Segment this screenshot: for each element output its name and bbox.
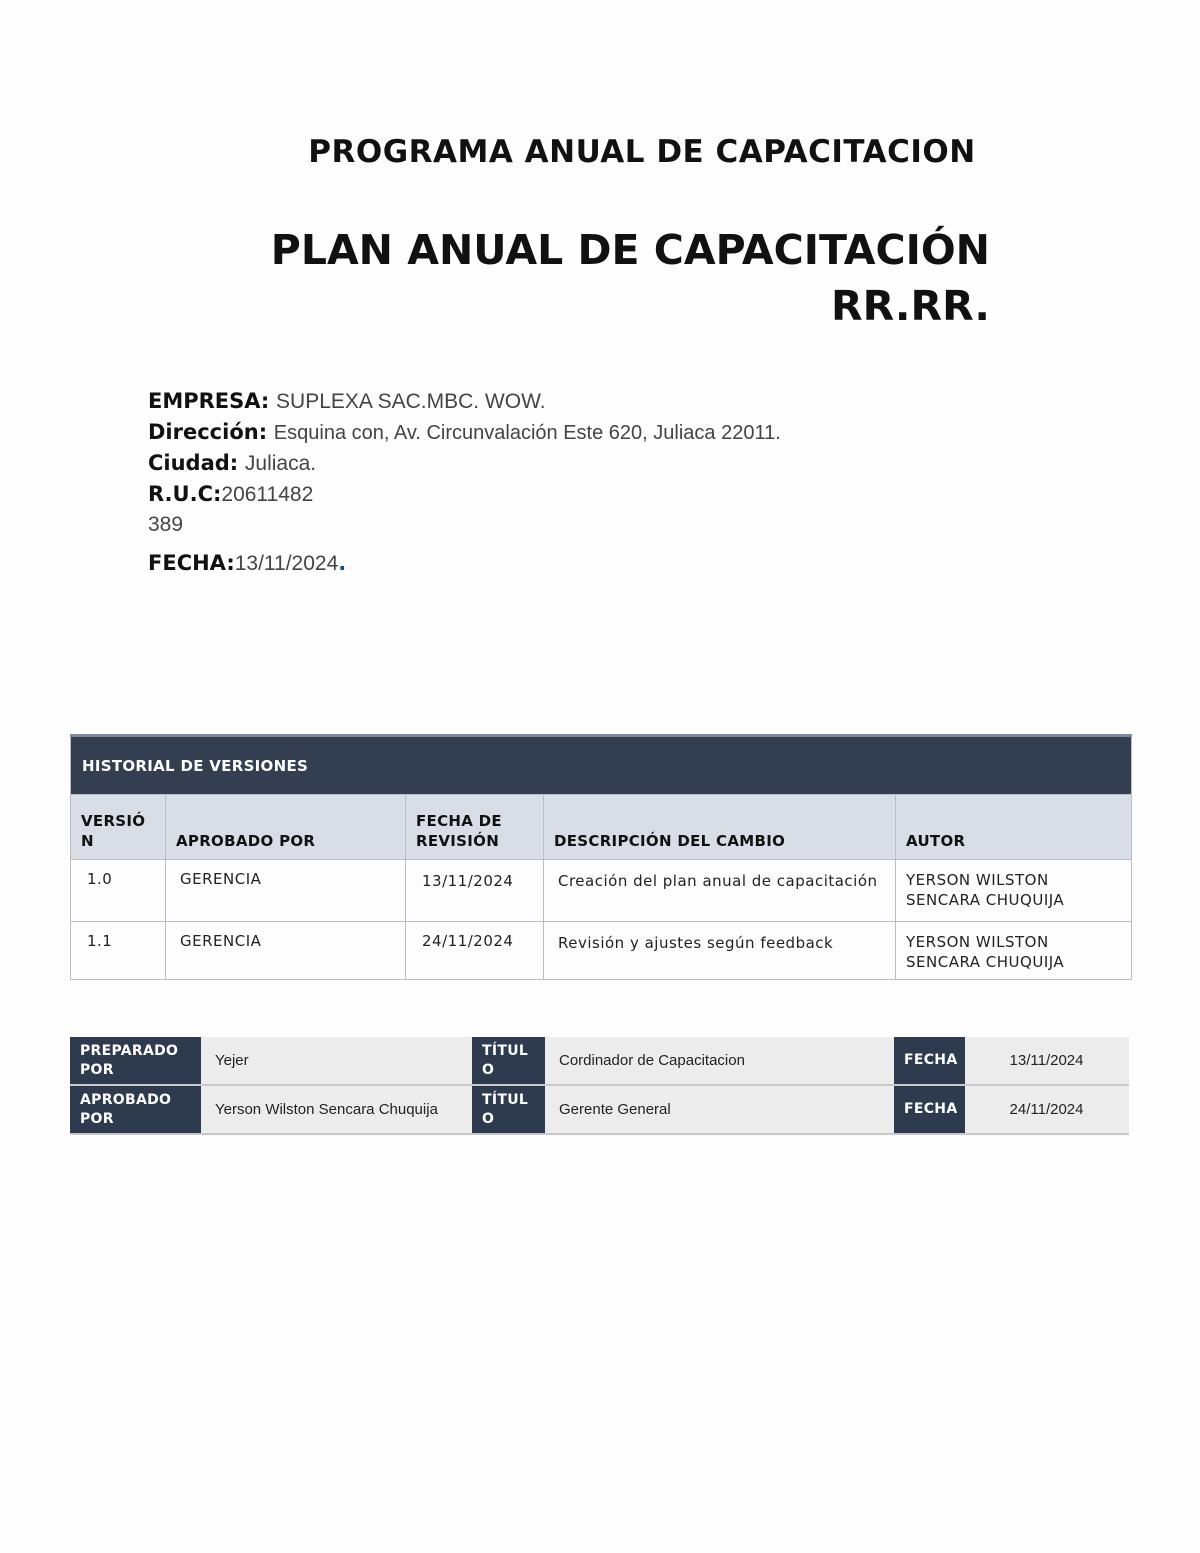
date-value: 24/11/2024 xyxy=(965,1085,1129,1134)
row-approved-by: GERENCIA xyxy=(166,860,406,922)
ciudad-row xyxy=(148,448,781,479)
fecha-label: FECHA: xyxy=(148,551,235,575)
plan-title-line2: RR.RR. xyxy=(831,282,990,330)
header-author: AUTOR xyxy=(896,795,1132,860)
date-value: 13/11/2024 xyxy=(965,1037,1129,1085)
row-description: Creación del plan anual de capacitación xyxy=(544,860,896,922)
header-approved-by: APROBADO POR xyxy=(166,795,406,860)
header-version: VERSIÓ N xyxy=(71,795,166,860)
title-value: Gerente General xyxy=(545,1085,894,1134)
program-title: PROGRAMA ANUAL DE CAPACITACION xyxy=(308,134,976,170)
row-author: YERSON WILSTON SENCARA CHUQUIJA xyxy=(896,922,1132,980)
table-row xyxy=(71,860,1132,922)
fecha-row xyxy=(148,548,781,579)
ciudad-label: Ciudad: xyxy=(148,451,239,475)
row-approved-by: GERENCIA xyxy=(166,922,406,980)
direccion-value: Esquina con, Av. Circunvalación Este 620, Juliaca 22011. xyxy=(273,422,781,444)
person-name: Yejer xyxy=(201,1037,472,1085)
header-review-date: FECHA DE REVISIÓN xyxy=(406,795,544,860)
role-label: PREPARADO POR xyxy=(70,1037,201,1085)
ciudad-value: Juliaca. xyxy=(244,452,317,475)
empresa-label: EMPRESA: xyxy=(148,389,270,413)
approval-row xyxy=(70,1085,1129,1134)
date-label: FECHA xyxy=(894,1085,965,1134)
history-header-row xyxy=(71,795,1132,860)
person-name: Yerson Wilston Sencara Chuquija xyxy=(201,1085,472,1134)
header-description: DESCRIPCIÓN DEL CAMBIO xyxy=(544,795,896,860)
fecha-dot: . xyxy=(338,551,347,575)
row-review-date: 24/11/2024 xyxy=(406,922,544,980)
role-label: APROBADO POR xyxy=(70,1085,201,1134)
row-review-date: 13/11/2024 xyxy=(406,860,544,922)
title-label: TÍTUL O xyxy=(472,1037,545,1085)
row-version: 1.1 xyxy=(71,922,166,980)
approval-table xyxy=(70,1037,1129,1135)
title-label: TÍTUL O xyxy=(472,1085,545,1134)
title-value: Cordinador de Capacitacion xyxy=(545,1037,894,1085)
fecha-value: 13/11/2024 xyxy=(234,552,339,575)
direccion-label: Dirección: xyxy=(148,420,268,444)
ruc-label: R.U.C: xyxy=(148,482,222,506)
ruc-row xyxy=(148,479,781,510)
empresa-value: SUPLEXA SAC.MBC. WOW. xyxy=(276,390,546,413)
empresa-row xyxy=(148,386,781,417)
row-version: 1.0 xyxy=(71,860,166,922)
company-info xyxy=(148,386,781,579)
version-history-table xyxy=(70,734,1132,980)
direccion-row xyxy=(148,417,781,448)
row-description: Revisión y ajustes según feedback xyxy=(544,922,896,980)
row-author: YERSON WILSTON SENCARA CHUQUIJA xyxy=(896,860,1132,922)
plan-title-line1: PLAN ANUAL DE CAPACITACIÓN xyxy=(270,226,990,274)
table-row xyxy=(71,922,1132,980)
history-title: HISTORIAL DE VERSIONES xyxy=(71,736,1132,795)
ruc-value-line2: 389 xyxy=(148,513,184,536)
approval-row xyxy=(70,1037,1129,1085)
ruc-value-line1: 20611482 xyxy=(221,483,314,506)
plan-title xyxy=(200,222,990,334)
date-label: FECHA xyxy=(894,1037,965,1085)
